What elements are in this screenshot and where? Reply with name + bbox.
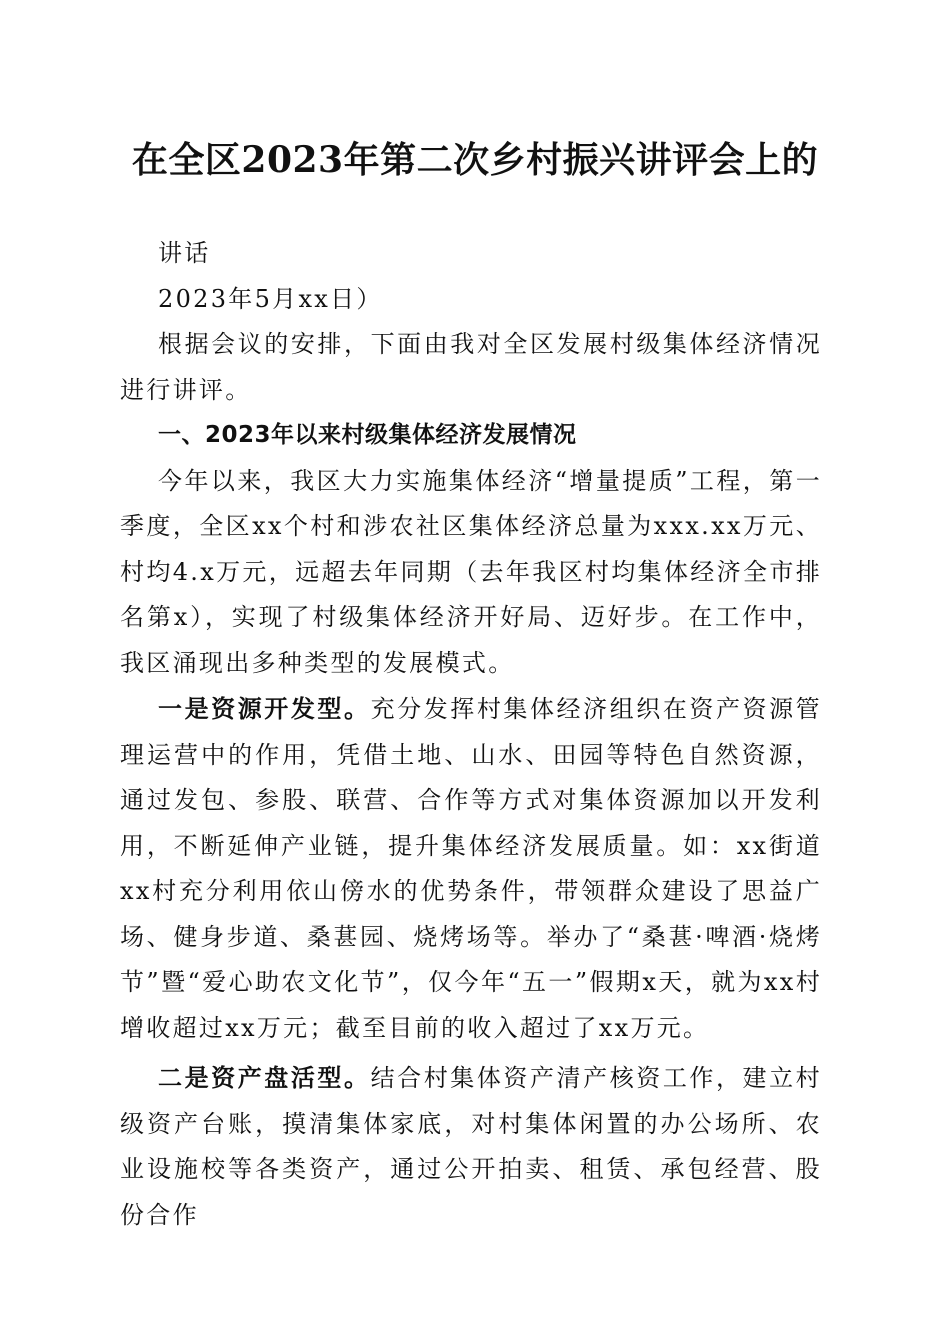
- document-subtitle: 讲话: [158, 239, 211, 267]
- paragraph-lead: 二是资产盘活型。: [158, 1063, 371, 1092]
- paragraph-asset-revitalization: [120, 1055, 822, 1238]
- paragraph-text: 充分发挥村集体经济组织在资产资源管理运营中的作用，凭借土地、山水、田园等特色自然资源，通过发包、参股、联营、合作等方式对集体资源加以开发利用，不断延伸产业链，提升集体经济发展质量。如：xx街道xx村充分利用依山傍水的优势条件，带领群众建设了思益广场、健身步道、桑葚园、烧烤场等。举办了“桑葚·啤酒·烧烤节”暨“爱心助农文化节”，仅今年“五一”假期x天，就为xx村增收超过xx万元；截至目前的收入超过了xx万元。: [120, 695, 822, 1042]
- document-title: 在全区2023年第二次乡村振兴讲评会上的: [131, 139, 819, 181]
- document-body: [120, 231, 822, 1238]
- document-date: 2023年5月xx日）: [158, 284, 383, 313]
- paragraph-overview: 今年以来，我区大力实施集体经济“增量提质”工程，第一季度，全区xx个村和涉农社区集体经济总量为xxx.xx万元、村均4.x万元，远超去年同期（去年我区村均集体经济全市排名第x），实现了村级集体经济开好局、迈好步。在工作中，我区涌现出多种类型的发展模式。: [120, 466, 822, 677]
- paragraph-lead: 一是资源开发型。: [158, 694, 371, 723]
- paragraph-text: 结合村集体资产清产核资工作，建立村级资产台账，摸清集体家底，对村集体闲置的办公场所、农业设施校等各类资产，通过公开拍卖、租赁、承包经营、股份合作: [120, 1064, 822, 1229]
- paragraph-resource-development: [120, 686, 822, 1051]
- intro-paragraph: 根据会议的安排，下面由我对全区发展村级集体经济情况进行讲评。: [120, 330, 822, 404]
- section-heading: 一、2023年以来村级集体经济发展情况: [158, 422, 577, 448]
